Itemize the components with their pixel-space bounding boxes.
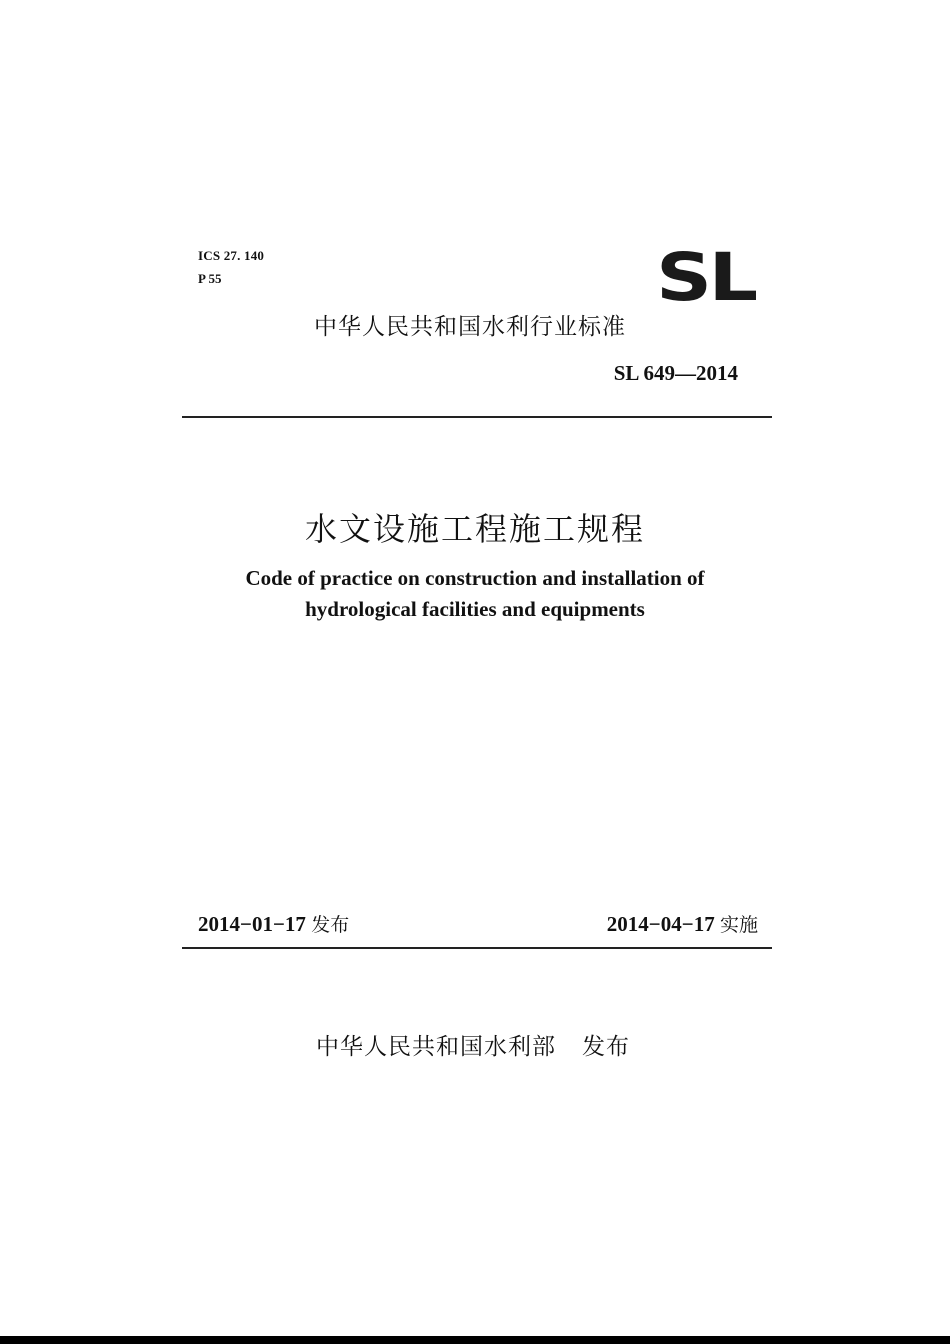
industry-standard-label: 中华人民共和国水利行业标准 [314, 314, 626, 340]
page-bottom-edge [0, 1336, 950, 1344]
implement-date-label: 实施 [719, 914, 758, 936]
sl-logo: SL [656, 239, 755, 316]
standard-number: SL 649—2014 [613, 361, 738, 385]
issue-date-label: 发布 [311, 914, 350, 936]
implement-date [607, 910, 758, 937]
top-divider [182, 416, 772, 418]
issue-date [198, 910, 349, 937]
bottom-divider [182, 947, 772, 949]
publisher-label: 发布 [582, 1034, 630, 1060]
ics-code: ICS 27. 140 [198, 248, 265, 263]
publisher-name: 中华人民共和国水利部 [316, 1034, 556, 1060]
p-code: P 55 [198, 271, 222, 286]
title-english-line2: hydrological facilities and equipments [305, 597, 645, 621]
title-english-line1: Code of practice on construction and installation of [245, 566, 705, 590]
implement-date-value: 2014−04−17 [606, 912, 715, 936]
title-english [0, 563, 950, 625]
title-chinese: 水文设施工程施工规程 [304, 510, 645, 548]
issue-date-value: 2014−01−17 [198, 912, 306, 936]
publisher [316, 1028, 630, 1061]
